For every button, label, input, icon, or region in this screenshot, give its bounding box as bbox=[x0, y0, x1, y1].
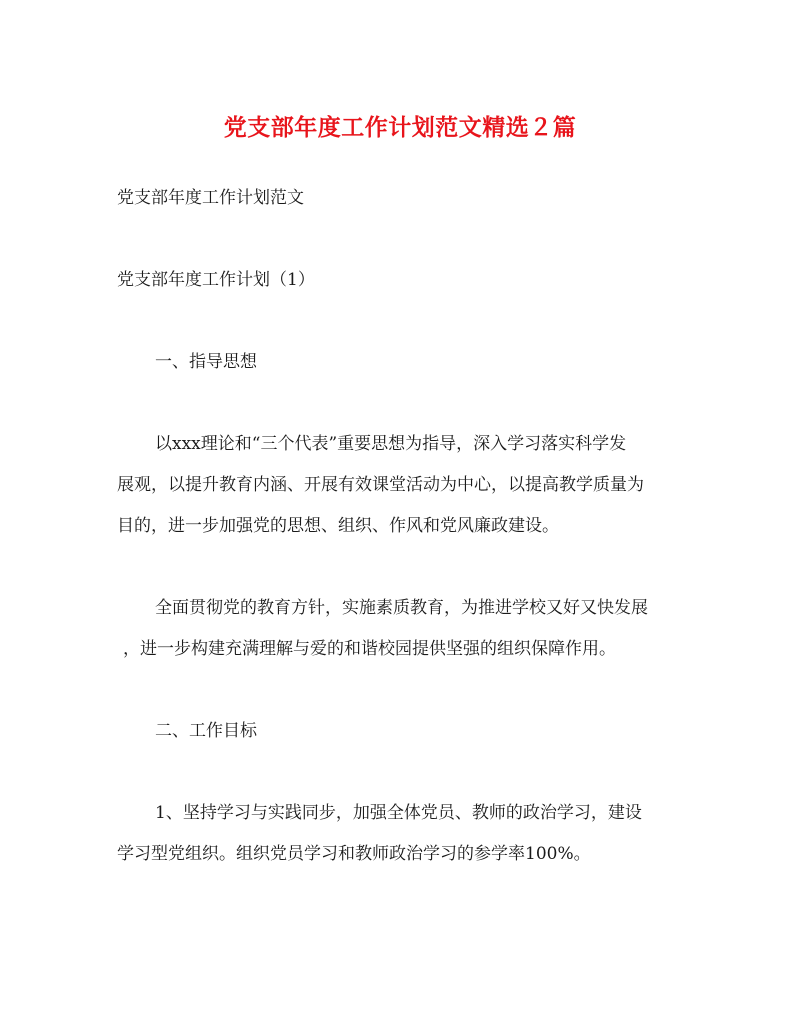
document-title: 党支部年度工作计划范文精选２篇 bbox=[223, 114, 577, 141]
paragraph-3-line-2: 学习型党组织。组织党员学习和教师政治学习的参学率100%。 bbox=[117, 844, 591, 864]
paragraph-1-line-2: 展观，以提升教育内涵、开展有效课堂活动为中心，以提高教学质量为 bbox=[117, 475, 644, 495]
paragraph-1-line-3: 目的，进一步加强党的思想、组织、作风和党风廉政建设。 bbox=[117, 516, 559, 536]
plan-heading: 党支部年度工作计划（1） bbox=[117, 270, 315, 290]
section-heading-guiding-ideology: 一、指导思想 bbox=[155, 352, 257, 372]
paragraph-2-line-2: ，进一步构建充满理解与爱的和谐校园提供坚强的组织保障作用。 bbox=[123, 639, 616, 659]
section-heading-work-goals: 二、工作目标 bbox=[155, 721, 257, 741]
paragraph-2-line-1: 全面贯彻党的教育方针，实施素质教育，为推进学校又好又快发展 bbox=[155, 598, 648, 618]
document-subheading: 党支部年度工作计划范文 bbox=[117, 188, 304, 208]
paragraph-3-line-1: 1、坚持学习与实践同步，加强全体党员、教师的政治学习，建设 bbox=[155, 803, 642, 823]
paragraph-1-line-1: 以xxx理论和“三个代表”重要思想为指导，深入学习落实科学发 bbox=[155, 434, 627, 454]
